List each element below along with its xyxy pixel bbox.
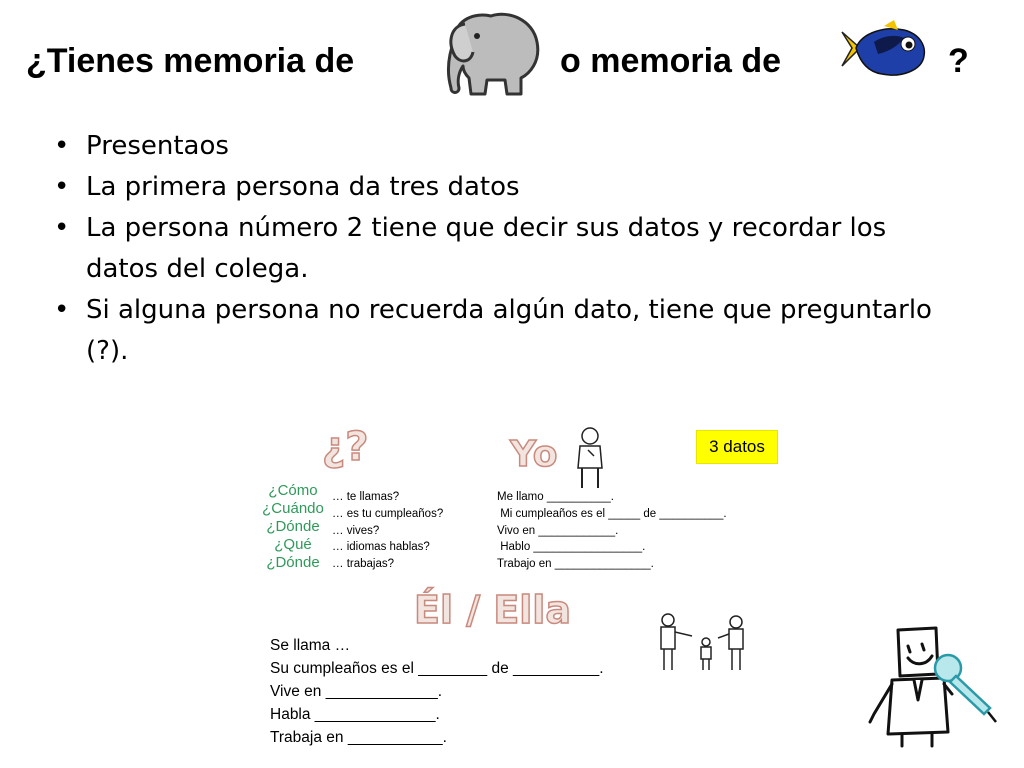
elephant-icon [425, 8, 545, 98]
ella-line: Se llama … [270, 637, 351, 654]
question-word: ¿Cuándo [262, 500, 324, 517]
question-word: ¿Dónde [266, 554, 320, 571]
ella-line: Trabaja en ___________. [270, 729, 447, 746]
ella-line: Habla ______________. [270, 706, 440, 723]
people-group-icon [656, 612, 752, 674]
ella-line: Su cumpleaños es el ________ de __________. [270, 660, 604, 677]
instructions-list [52, 126, 952, 372]
datos-badge: 3 datos [696, 430, 778, 464]
title-part-1: ¿Tienes memoria de [26, 42, 355, 80]
yo-line: Trabajo en _______________. [497, 558, 654, 571]
title-part-3: ? [948, 42, 969, 80]
fish-icon [838, 18, 928, 88]
list-item: • La persona número 2 tiene que decir sus datos y recordar los datos del colega. [54, 213, 887, 284]
question-word: ¿Cómo [268, 482, 318, 499]
yo-lines [497, 489, 727, 573]
question-ending: … vives? [332, 524, 380, 537]
question-endings [332, 489, 443, 573]
person-icon [572, 426, 608, 492]
yo-line: Me llamo __________. [497, 491, 614, 503]
ella-heading: Él / Ella [414, 588, 571, 632]
list-item: • Presentaos [54, 131, 229, 161]
list-item: • La primera persona da tres datos [54, 172, 520, 202]
title-part-2: o memoria de [560, 42, 782, 80]
question-ending: … te llamas? [332, 491, 400, 503]
ella-line: Vive en _____________. [270, 683, 443, 700]
list-item: • Si alguna persona no recuerda algún dato, tiene que preguntarlo (?). [54, 295, 932, 366]
question-word: ¿Dónde [266, 518, 320, 535]
question-ending: … es tu cumpleaños? [332, 507, 444, 520]
question-ending: … trabajas? [332, 558, 395, 571]
yo-line: Vivo en ____________. [497, 524, 619, 537]
ella-lines [270, 634, 604, 749]
yo-heading: Yo [510, 434, 558, 475]
questions-heading: ¿? [322, 424, 369, 470]
question-ending: … idiomas hablas? [332, 541, 430, 554]
question-word: ¿Qué [274, 536, 312, 553]
speaker-with-microphone-icon [862, 622, 1002, 750]
question-words [258, 482, 328, 572]
yo-line: Hablo _________________. [497, 541, 646, 554]
yo-line: Mi cumpleaños es el _____ de __________. [497, 507, 727, 520]
